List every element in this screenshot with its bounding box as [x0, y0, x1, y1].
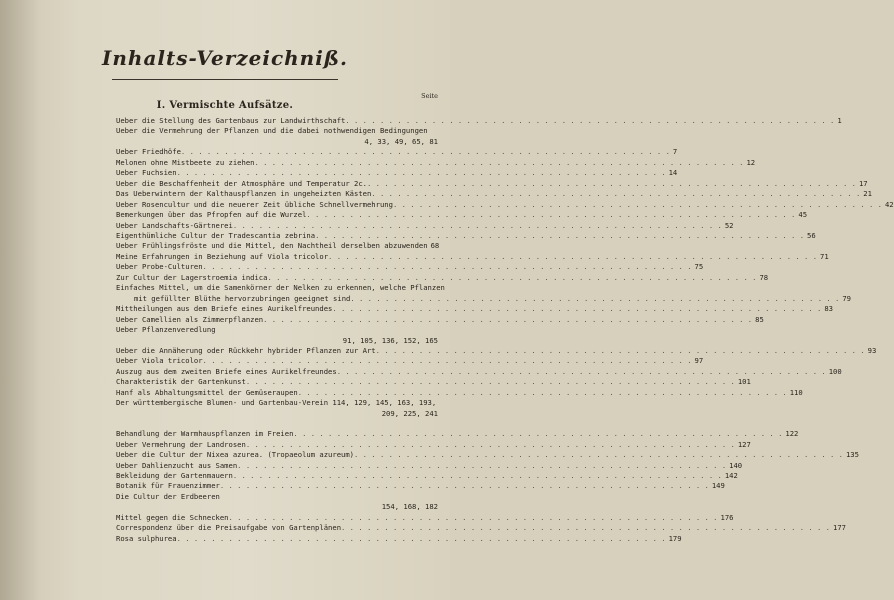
- toc-entry-page: 78: [759, 272, 769, 282]
- toc-entry-title: Auszug aus dem zweiten Briefe eines Aurikelfreundes: [116, 366, 337, 376]
- toc-entry: [116, 377, 751, 387]
- toc-leader-dots: [267, 273, 756, 283]
- toc-leader-dots: [341, 523, 830, 533]
- toc-entry-title: Eigenthümliche Cultur der Tradescantia zebrina: [116, 230, 316, 240]
- toc-entry-title: Correspondenz über die Preisaufgabe von Gartenplänen: [116, 523, 342, 533]
- toc-entry-page: 177: [833, 523, 846, 533]
- toc-entry-title: Ueber Viola tricolor: [116, 356, 203, 366]
- toc-leader-dots: [306, 210, 795, 220]
- toc-entry: [116, 492, 438, 502]
- toc-entry: [116, 199, 894, 210]
- toc-entry-continuation: [116, 293, 852, 304]
- toc-entry-title: Ueber Pflanzenveredlung: [116, 325, 216, 335]
- toc-entry: [116, 272, 769, 283]
- toc-entry-title: Meine Erfahrungen in Beziehung auf Viola tricolor: [116, 251, 329, 261]
- page-column-header: Seite: [421, 92, 438, 100]
- toc-entry: [116, 314, 764, 325]
- toc-leader-dots: [345, 116, 834, 126]
- toc-entry-title: Ueber Rosencultur und die neuerer Zeit übliche Schnellvermehrung: [116, 199, 393, 209]
- toc-entry-title: Hanf als Abhaltungsmittel der Gemüseraupen: [116, 387, 298, 397]
- toc-entry: [116, 460, 743, 471]
- toc-entry-title: Mittel gegen die Schnecken: [116, 512, 229, 522]
- toc-entry-title: Die Cultur der Erdbeeren: [116, 491, 220, 501]
- toc-entry-pages: 4, 33, 49, 65, 81: [364, 136, 438, 146]
- toc-entry: [116, 533, 682, 544]
- toc-entry: [116, 157, 756, 168]
- toc-entry-pages: 154, 168, 182: [381, 502, 438, 512]
- toc-entry-page: 149: [711, 481, 725, 491]
- toc-entry-page: 140: [729, 460, 743, 470]
- toc-entry-page: 79: [842, 293, 852, 303]
- toc-entry-title: Ueber Fuchsien: [116, 168, 177, 178]
- toc-leader-dots: [181, 147, 670, 157]
- toc-entry-page: 12: [746, 157, 756, 167]
- toc-leader-dots: [237, 461, 726, 471]
- page-gutter-shadow: [0, 0, 40, 600]
- toc-entry-title: Ueber Probe-Culturen: [116, 262, 203, 272]
- toc-leader-dots: [233, 471, 722, 481]
- toc-entry: [116, 116, 842, 126]
- toc-entry-page: 101: [737, 377, 751, 387]
- toc-entry-title: Botanik für Frauenzimmer: [116, 481, 220, 491]
- toc-entry-page: 17: [858, 178, 868, 188]
- toc-entry-page: 97: [694, 356, 704, 366]
- toc-entry-title: Behandlung der Warmhauspflanzen im Freien: [116, 429, 294, 439]
- toc-entry-title: Melonen ohne Mistbeete zu ziehen: [116, 157, 255, 167]
- toc-entry-title: Ueber die Stellung des Gartenbaus zur Landwirthschaft: [116, 116, 346, 125]
- toc-entry-title: Ueber Frühlingsfröste und die Mittel, den Nachtheil derselben abzuwenden: [116, 241, 428, 251]
- toc-leader-dots: [229, 513, 718, 523]
- toc-entry: [116, 523, 846, 533]
- toc-entry-title: Ueber Landschafts-Gärtnerei: [116, 220, 233, 230]
- toc-entry-title: Das Ueberwintern der Kalthauspflanzen in ungeheizten Kästen: [116, 189, 372, 199]
- toc-entry-page: 127: [737, 439, 751, 449]
- toc-entry-page: 14: [668, 168, 678, 178]
- toc-entry-title: Ueber Vermehrung der Landrosen: [116, 439, 246, 449]
- toc-leader-dots: [246, 440, 735, 450]
- toc-entry: [116, 325, 438, 335]
- toc-leader-dots: [298, 388, 787, 398]
- toc-leader-dots: [371, 189, 860, 199]
- toc-entry-title: Der württembergische Blumen- und Gartenbau-Verein 114, 129, 145, 163, 193,: [116, 398, 437, 408]
- toc-entry: [116, 512, 734, 523]
- toc-entry: [116, 387, 803, 398]
- toc-entry-title-cont: mit gefüllter Blüthe hervorzubringen geeignet sind: [134, 293, 351, 303]
- toc-entry-page: 7: [672, 147, 678, 157]
- toc-entry-page: 93: [867, 345, 877, 355]
- toc-entry: [116, 481, 725, 491]
- toc-entry-title: Bekleidung der Gartenmauern: [116, 470, 233, 480]
- toc-entry-page: 52: [724, 220, 734, 230]
- toc-entry-page: 56: [807, 230, 816, 240]
- toc-leader-dots: [332, 304, 821, 314]
- toc-leader-dots: [203, 356, 692, 366]
- toc-entry-page: 176: [720, 512, 734, 522]
- toc-entry: [116, 168, 678, 178]
- toc-entry-page: 110: [789, 387, 803, 397]
- toc-entry-page: 122: [785, 429, 799, 439]
- toc-entry-pages: 209, 225, 241: [381, 408, 438, 418]
- toc-leader-dots: [233, 221, 722, 231]
- toc-entry: [116, 189, 872, 199]
- toc-entry: [116, 283, 445, 293]
- toc-entry-page: 68: [430, 241, 440, 251]
- toc-leader-dots: [177, 534, 666, 544]
- toc-entry: [116, 178, 868, 189]
- toc-entry: [116, 366, 842, 377]
- toc-leader-dots: [220, 481, 709, 491]
- toc-entry: [116, 429, 799, 439]
- toc-entry: [116, 439, 751, 450]
- toc-entry: [116, 251, 829, 262]
- toc-leader-dots: [246, 377, 735, 387]
- toc-entry: [116, 356, 704, 366]
- title-rule: [112, 79, 338, 80]
- toc-entry-title: Ueber die Vermehrung der Pflanzen und die dabei nothwendigen Bedingungen: [116, 126, 428, 136]
- toc-entry-pages: 91, 105, 136, 152, 165: [342, 335, 438, 345]
- toc-entry-title: Bemerkungen über das Pfropfen auf die Wurzel: [116, 210, 307, 220]
- toc-entry-page: 142: [724, 470, 738, 480]
- toc-leader-dots: [177, 168, 666, 178]
- toc-entry: [116, 126, 438, 136]
- toc-entry: [116, 262, 704, 272]
- toc-entry: [116, 345, 877, 356]
- toc-entry-page: 75: [694, 262, 704, 272]
- toc-entry-title: Ueber Camellien als Zimmerpflanzen: [116, 314, 264, 324]
- toc-entry-title: Mittheilungen aus dem Briefe eines Aurikelfreundes: [116, 304, 333, 314]
- toc-leader-dots: [328, 252, 817, 262]
- toc-leader-dots: [315, 231, 804, 241]
- toc-entry-page: 135: [845, 450, 859, 460]
- page-title: Inhalts-Verzeichniß.: [102, 46, 348, 70]
- toc-entry-page: 21: [863, 189, 872, 199]
- toc-entry-title: Zur Cultur der Lagerstroemia indica: [116, 272, 268, 282]
- toc-entry-title: Ueber die Beschaffenheit der Atmosphäre und Temperatur 2c.: [116, 178, 367, 188]
- toc-entry-page: 85: [755, 314, 764, 324]
- toc-entry-page: 71: [820, 251, 829, 261]
- toc-entry-title: Rosa sulphurea: [116, 533, 177, 543]
- toc-entry-title: Ueber die Annäherung oder Rückkehr hybrider Pflanzen zur Art: [116, 345, 376, 355]
- section-heading: I. Vermischte Aufsätze.: [156, 100, 294, 111]
- toc-entry: [116, 304, 834, 314]
- toc-leader-dots: [350, 294, 839, 304]
- toc-entry-title: Charakteristik der Gartenkunst: [116, 377, 246, 387]
- toc-entry: [116, 398, 438, 408]
- toc-entry-title: Einfaches Mittel, um die Samenkörner der Nelken zu erkennen, welche Pflanzen: [116, 283, 445, 293]
- toc-entry: [116, 147, 678, 157]
- toc-entry-title: Ueber Dahlienzucht aus Samen: [116, 460, 238, 470]
- toc-leader-dots: [376, 346, 865, 356]
- toc-entry: [116, 450, 859, 460]
- toc-leader-dots: [293, 429, 782, 439]
- toc-entry-page: 42: [884, 199, 894, 209]
- toc-entry-title: Ueber die Cultur der Nixea azurea. (Tropaeolum azureum): [116, 450, 354, 460]
- toc-leader-dots: [263, 315, 752, 325]
- toc-entry-page: 83: [824, 304, 834, 314]
- toc-entry-title: Ueber Friedhöfe: [116, 147, 181, 157]
- toc-entry: [116, 241, 438, 251]
- toc-spacer: [116, 419, 438, 429]
- table-of-contents: [116, 116, 894, 544]
- toc-entry-page: 45: [798, 210, 808, 220]
- toc-entry-page: 1: [837, 116, 842, 125]
- toc-leader-dots: [203, 262, 692, 272]
- toc-leader-dots: [337, 367, 826, 377]
- toc-leader-dots: [354, 450, 843, 460]
- toc-entry: [116, 470, 738, 481]
- toc-leader-dots: [393, 200, 882, 210]
- toc-leader-dots: [254, 158, 743, 168]
- toc-entry-page: 179: [668, 533, 682, 543]
- toc-entry-page: 100: [828, 366, 842, 376]
- toc-entry: [116, 220, 734, 231]
- toc-entry: [116, 230, 816, 241]
- toc-entry: [116, 210, 808, 220]
- toc-leader-dots: [367, 179, 856, 189]
